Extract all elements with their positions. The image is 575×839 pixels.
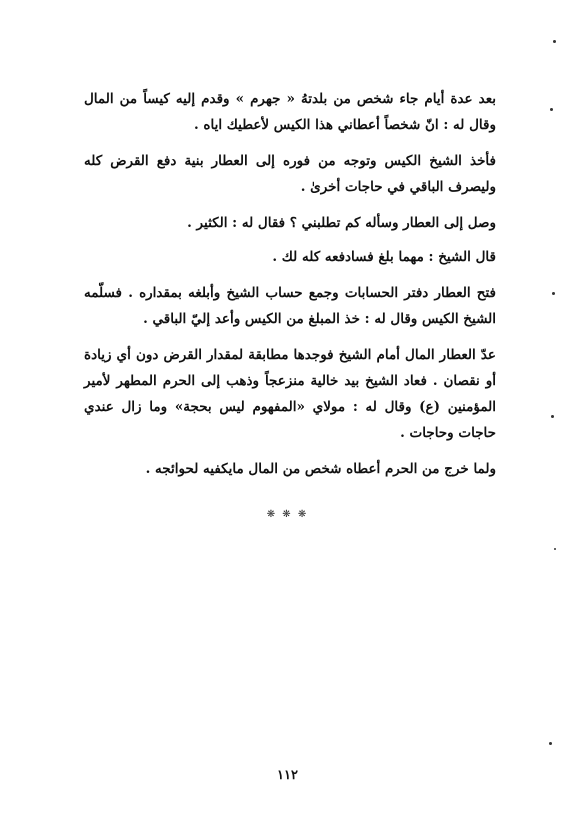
scan-speck — [553, 40, 556, 43]
scan-speck — [554, 548, 556, 550]
scan-speck — [552, 292, 555, 295]
scan-speck — [550, 108, 553, 111]
paragraph-4: قال الشيخ : مهما بلغ فسادفعه كله لك . — [272, 249, 496, 265]
paragraph-7: ولما خرج من الحرم أعطاه شخص من المال مايكفيه لحوائجه . — [145, 461, 496, 477]
paragraph-5: فتح العطار دفتر الحسابات وجمع حساب الشيخ وأبلغه بمقداره . فسلّمه الشيخ الكيس وقال له : خذ المبلغ من الكيس وأعد إليّ الباقي . — [84, 285, 496, 327]
paragraph-3: وصل إلى العطار وسأله كم تطلبني ؟ فقال له : الكثير . — [187, 215, 496, 231]
paragraph-2: فأخذ الشيخ الكيس وتوجه من فوره إلى العطار بنية دفع القرض كله وليصرف الباقي في حاجات أخرىٰ . — [84, 153, 496, 195]
scan-speck — [549, 742, 552, 745]
paragraph-6: عدّ العطار المال أمام الشيخ فوجدها مطابقة لمقدار القرض دون أي زيادة أو نقصان . فعاد الشيخ بيد خالية منزعجاً وذهب إلى الحرم المطهر لأمير المؤمنين (ع) وقال له : مولاي «المفهوم ليس بحجة» وما زال عندي حاجات وحاجات . — [84, 347, 496, 441]
scan-speck — [551, 415, 554, 418]
section-separator: ❋ ❋ ❋ — [266, 509, 309, 520]
page-number: ١١٢ — [277, 768, 298, 783]
paragraph-1: بعد عدة أيام جاء شخص من بلدتهُ « جهرم » وقدم إليه كيساً من المال وقال له : انّ شخصاً أعطاني هذا الكيس لأعطيك اياه . — [84, 91, 496, 133]
